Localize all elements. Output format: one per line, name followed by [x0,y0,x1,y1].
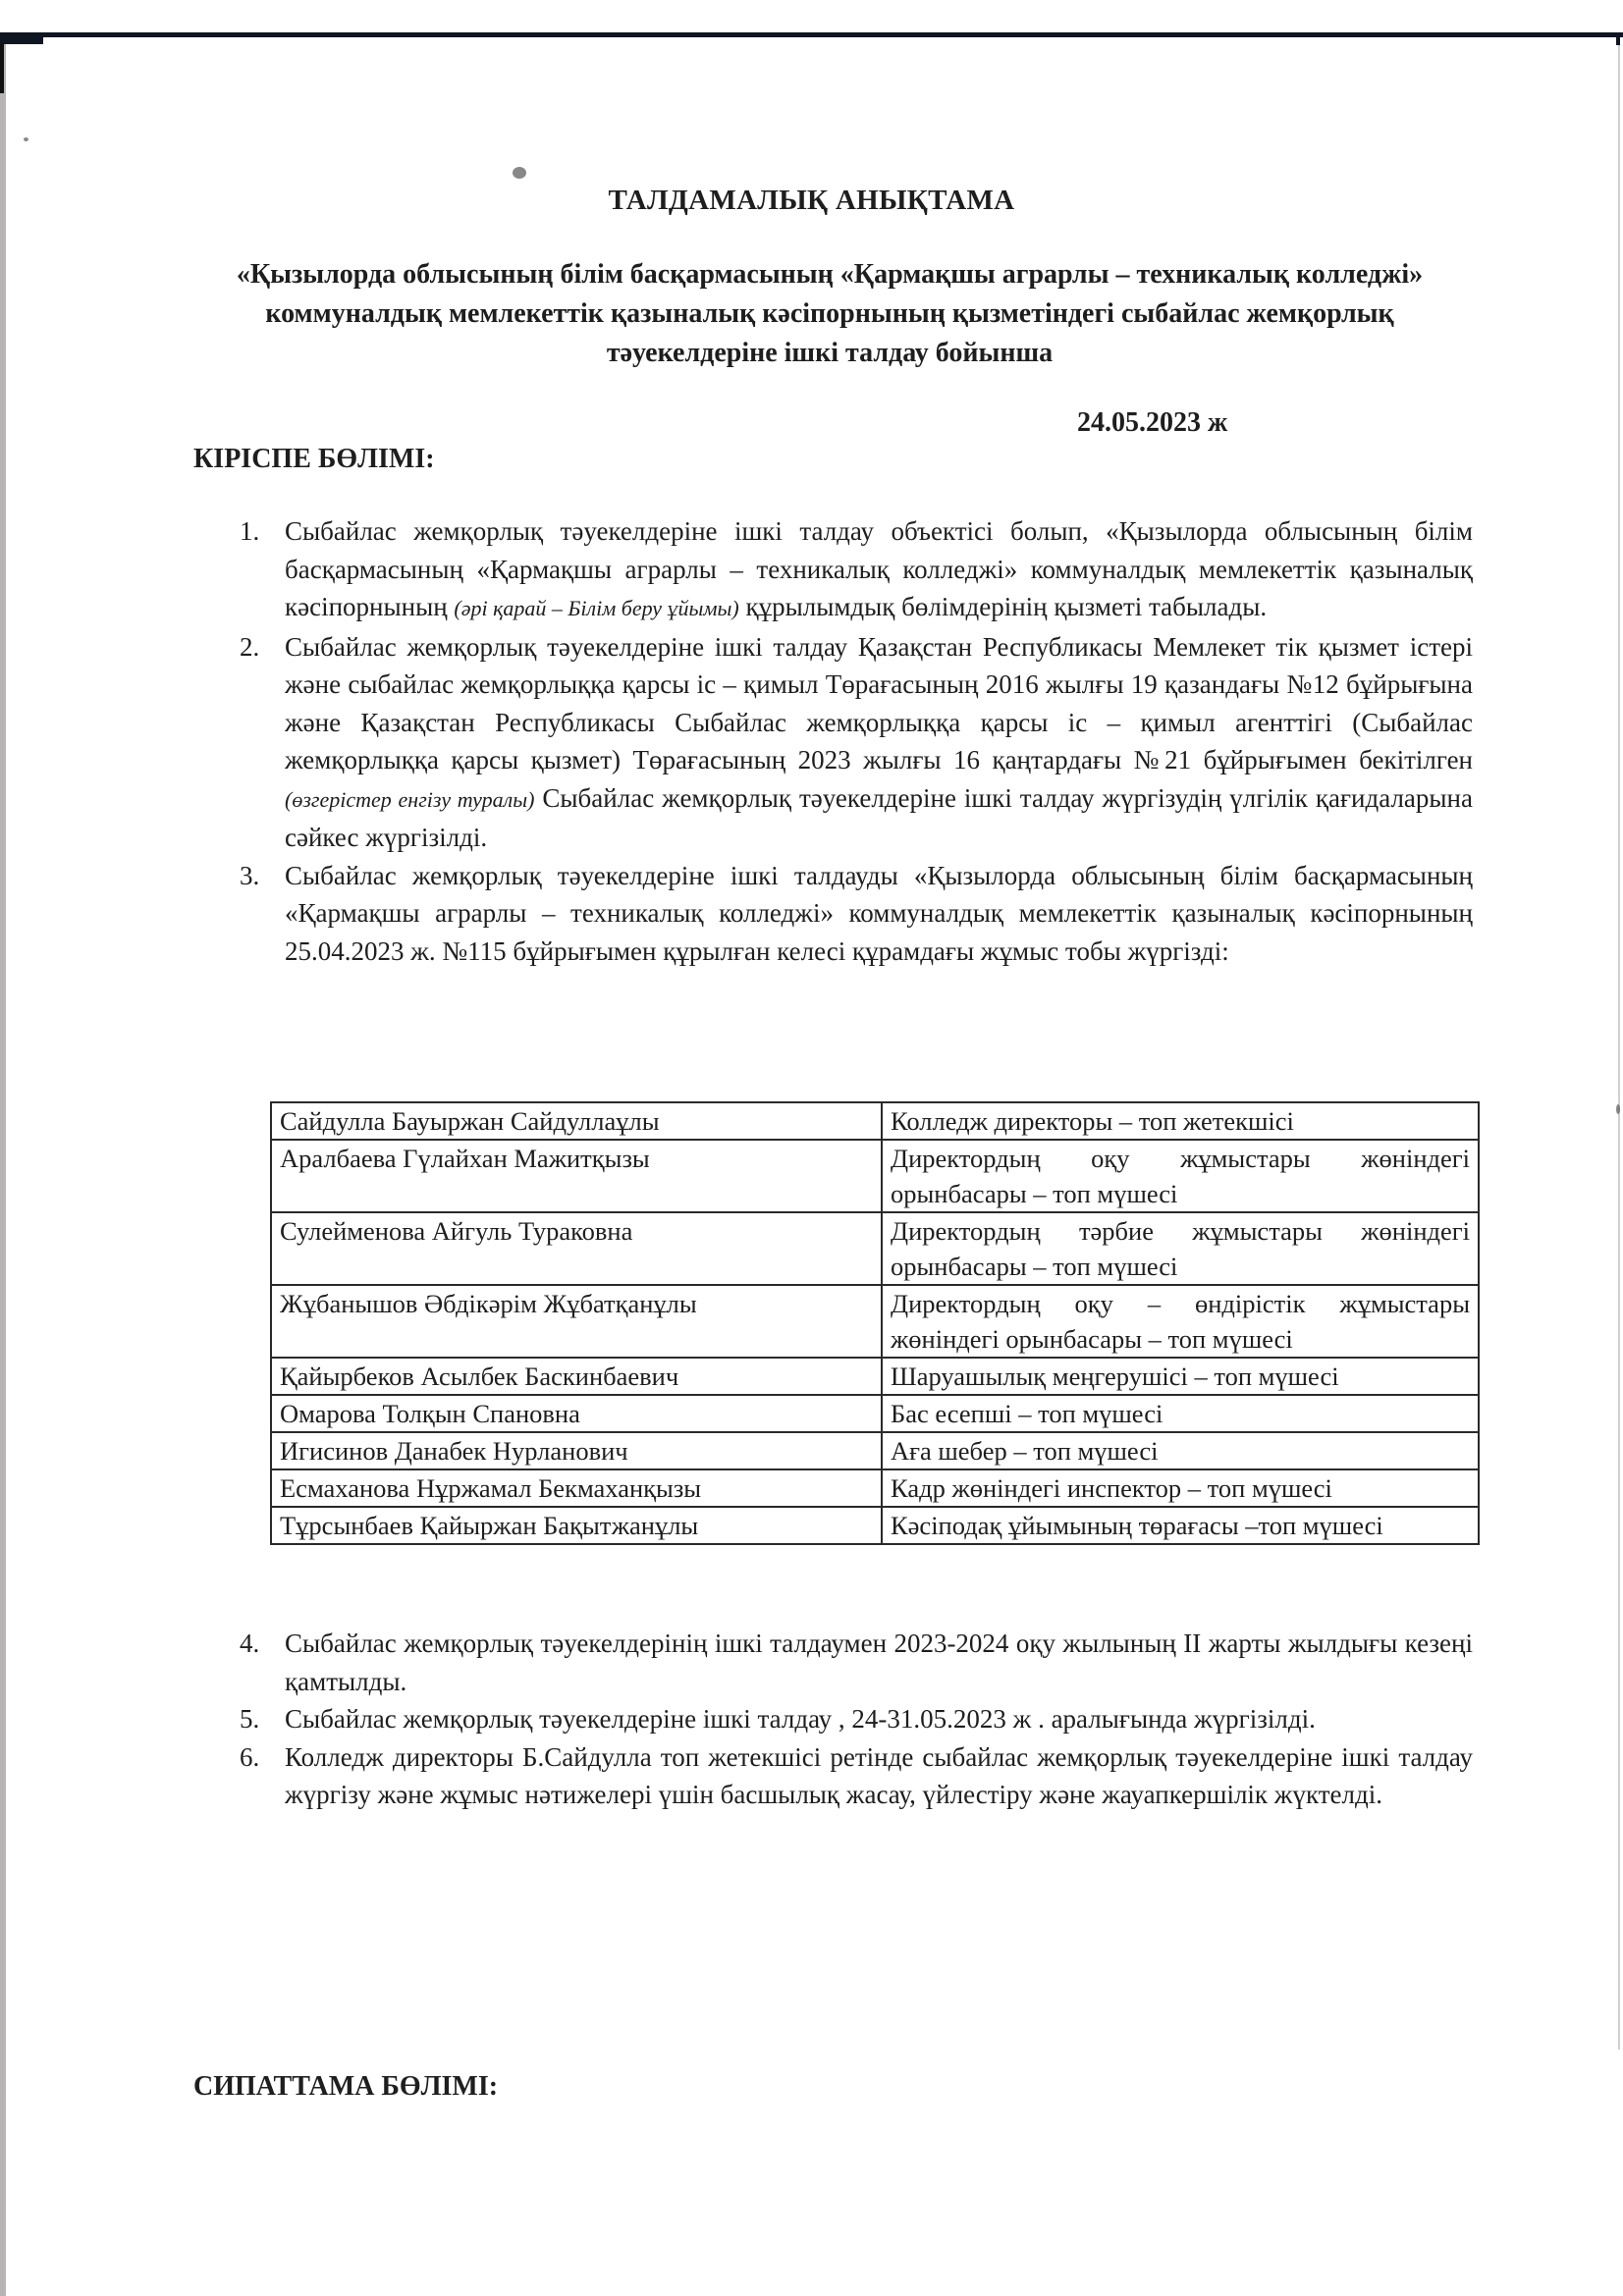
member-name: Аралбаева Гүлайхан Мажитқызы [271,1140,882,1212]
member-role: Аға шебер – топ мүшесі [882,1432,1479,1469]
list-item [0,1700,1473,1738]
scan-border-right [1618,37,1620,2050]
table-row [271,1395,1479,1432]
member-role: Кадр жөніндегі инспектор – топ мүшесі [882,1469,1479,1507]
member-name: Игисинов Данабек Нурланович [271,1432,882,1469]
member-name: Жұбанышов Әбдікәрім Жұбатқанұлы [271,1285,882,1358]
item-number: 5. [240,1704,260,1734]
item-italic-note: (әрі қарай – Білім беру ұйымы) [454,596,739,620]
item-text: Сыбайлас жемқорлық тәуекелдерінің ішкі талдаумен 2023-2024 оқу жылының II жарты жылдығы кезеңі қамтылды. [285,1629,1473,1696]
member-role: Кәсіподақ ұйымының төрағасы –топ мүшесі [882,1507,1479,1544]
item-text: құрылымдық бөлімдерінің қызметі табылады. [738,592,1268,621]
intro-heading: КІРІСПЕ БӨЛІМІ: [193,444,435,474]
scan-edge-shadow [0,44,4,93]
table-row [271,1507,1479,1544]
member-role: Шаруашылық меңгерушісі – топ мүшесі [882,1358,1479,1395]
table-row [271,1140,1479,1212]
member-role: Директордың тәрбие жұмыстары жөніндегі орынбасары – топ мүшесі [882,1212,1479,1285]
item-number: 2. [240,631,260,662]
table-row [271,1285,1479,1358]
item-number: 6. [240,1741,260,1772]
description-heading: СИПАТТАМА БӨЛІМІ: [193,2071,499,2102]
scan-border-top [0,32,1623,37]
list-item [0,1625,1473,1700]
table-row [271,1358,1479,1395]
member-name: Қайырбеков Асылбек Баскинбаевич [271,1358,882,1395]
item-text: Сыбайлас жемқорлық тәуекелдеріне ішкі талдау жүргізудің үлгілік қағидаларына сәйкес жүргізілді. [285,782,1473,852]
member-role: Бас есепші – топ мүшесі [882,1395,1479,1432]
scan-border-left [0,44,6,2296]
list-item [0,512,1473,628]
list-item [0,1738,1473,1814]
member-name: Сайдулла Бауыржан Сайдуллаұлы [271,1102,882,1140]
scan-speck [24,137,28,141]
item-number: 3. [240,860,260,890]
item-text: Сыбайлас жемқорлық тәуекелдеріне ішкі талдау Қазақстан Республикасы Мемлекет тік қызмет істері және сыбайлас жемқорлыққа қарсы іс – қимыл Төрағасының 2016 жылғы 19 қазандағы №12 бұйрығына және Қазақстан Республикасы Сыбайлас жемқорлыққа қарсы іс – қимыл агенттігі (Сыбайлас жемқорлыққа қарсы қызмет) Төрағасының 2023 жылғы 16 қаңтардағы №21 бұйрығымен бекітілген [285,631,1473,774]
table-row [271,1469,1479,1507]
scan-speck [513,167,526,179]
item-number: 4. [240,1629,260,1658]
scan-corner [0,32,43,44]
item-text: Сыбайлас жемқорлық тәуекелдеріне ішкі талдау , 24-31.05.2023 ж . аралығында жүргізілді. [285,1704,1316,1734]
document-subtitle: «Қызылорда облысының білім басқармасының «Қармақшы аграрлы – техникалық колледжі» коммуналдық мемлекеттік қазыналық кәсіпорнының қызметіндегі сыбайлас жемқорлық тәуекелдеріне ішкі талдау бойынша [236,259,1424,368]
list-item [0,628,1473,857]
scan-corner-right [1616,37,1620,45]
document-date: 24.05.2023 ж [1077,407,1228,438]
member-name: Омарова Толқын Спановна [271,1395,882,1432]
table-row [271,1102,1479,1140]
table-row [271,1212,1479,1285]
member-name: Есмаханова Нұржамал Бекмаханқызы [271,1469,882,1507]
list-item [0,857,1473,971]
item-text: Сыбайлас жемқорлық тәуекелдеріне ішкі талдау объектісі болып, «Қызылорда облысының білім басқармасының «Қармақшы аграрлы – техникалық колледжі» коммуналдық мемлекеттік қазыналық кәсіпорнының [285,516,1473,621]
working-group-table [270,1101,1480,1545]
member-name: Сулейменова Айгуль Тураковна [271,1212,882,1285]
intro-list [0,512,1473,970]
member-name: Тұрсынбаев Қайыржан Бақытжанұлы [271,1507,882,1544]
member-role: Директордың оқу – өндірістік жұмыстары жөніндегі орынбасары – топ мүшесі [882,1285,1479,1358]
closing-list [0,1625,1473,1814]
item-italic-note: (өзгерістер енгізу туралы) [285,786,535,812]
item-text: Колледж директоры Б.Сайдулла топ жетекшісі ретінде сыбайлас жемқорлық тәуекелдеріне ішкі талдау жүргізу және жұмыс нәтижелері үшін басшылық жасау, үйлестіру және жауапкершілік жүктелді. [285,1741,1473,1809]
table-row [271,1432,1479,1469]
scan-speck [1616,1104,1620,1114]
item-number: 1. [240,516,260,546]
member-role: Директордың оқу жұмыстары жөніндегі орынбасары – топ мүшесі [882,1140,1479,1212]
document-title: ТАЛДАМАЛЫҚ АНЫҚТАМА [608,185,1015,216]
item-text: Сыбайлас жемқорлық тәуекелдеріне ішкі талдауды «Қызылорда облысының білім басқармасының «Қармақшы аграрлы – техникалық колледжі» коммуналдық мемлекеттік қазыналық кәсіпорнының 25.04.2023 ж. №115 бұйрығымен құрылған келесі құрамдағы жұмыс тобы жүргізді: [285,860,1473,966]
member-role: Колледж директоры – топ жетекшісі [882,1102,1479,1140]
